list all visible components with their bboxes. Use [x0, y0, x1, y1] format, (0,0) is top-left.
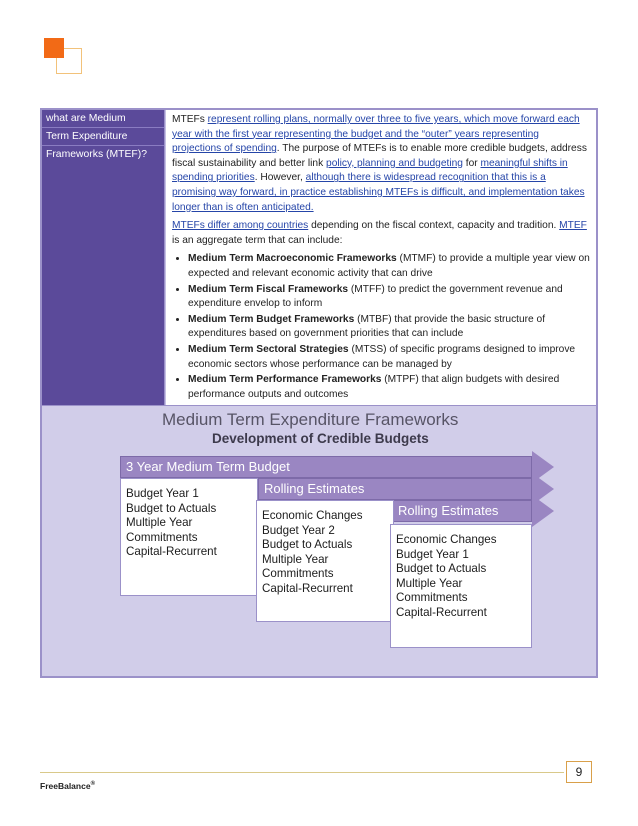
- list-item-text: (MTSS) of specific programs designed to improve economic sectors whose performance can be managed by: [188, 343, 576, 370]
- list-item-term: Medium Term Budget Frameworks: [188, 313, 355, 325]
- diagram-title: Medium Term Expenditure Frameworks: [162, 410, 459, 430]
- framework-list: [172, 252, 590, 402]
- page-number: 9: [566, 761, 592, 783]
- budget-year-1-box: [120, 478, 258, 596]
- paragraph-2: [172, 219, 590, 248]
- arrow-rolling-estimates-2-label: Rolling Estimates: [398, 503, 499, 519]
- text-span: depending on the fiscal context, capacity and tradition.: [308, 220, 560, 232]
- list-item-term: Medium Term Macroeconomic Frameworks: [188, 253, 397, 265]
- question-label-line: Frameworks (MTEF)?: [46, 149, 148, 160]
- box-item: Commitments: [396, 591, 468, 605]
- list-item: [188, 252, 590, 281]
- text-span: . However,: [254, 172, 306, 184]
- question-label-cell: [42, 110, 165, 405]
- registered-mark: ®: [90, 781, 95, 788]
- list-item-text: (MTBF) that provide the basic structure of expenditures based on government priorities that can include: [188, 313, 546, 340]
- link-rolling-plans[interactable]: represent rolling plans, normally over three to five years, which move forward each year with the first year representing the budget and the “outer” years representing projections of spending: [172, 114, 580, 155]
- list-item-term: Medium Term Fiscal Frameworks: [188, 283, 349, 295]
- box-item: Multiple Year: [126, 516, 193, 530]
- box-item: Budget Year 1: [126, 487, 199, 501]
- list-item-term: Medium Term Performance Frameworks: [188, 374, 382, 386]
- arrow-3-year-budget-label: 3 Year Medium Term Budget: [126, 459, 290, 475]
- box-item: Economic Changes: [396, 533, 497, 547]
- mtef-diagram: [42, 405, 596, 676]
- box-item: Budget to Actuals: [262, 538, 353, 552]
- link-spending-priorities[interactable]: meaningful shifts in spending priorities: [172, 157, 568, 184]
- box-item: Economic Changes: [262, 509, 363, 523]
- box-item: Budget Year 2: [262, 523, 335, 537]
- link-mtef[interactable]: MTEF: [559, 220, 587, 232]
- footer-divider: [40, 772, 564, 773]
- footer-brand: [40, 781, 95, 791]
- list-item: [188, 283, 590, 312]
- diagram-subtitle: Development of Credible Budgets: [212, 431, 429, 447]
- text-span: . The purpose of MTEFs is to enable more credible budgets, address fiscal sustainability and better link: [172, 143, 587, 169]
- list-item-text: (MTFF) to predict the government revenue and expenditure envelop to inform: [188, 283, 563, 310]
- brand-name: FreeBalance: [40, 781, 91, 791]
- box-item: Budget to Actuals: [126, 501, 217, 515]
- box-item: Capital-Recurrent: [396, 605, 487, 619]
- list-item: [188, 373, 590, 402]
- link-policy-planning-budgeting[interactable]: policy, planning and budgeting: [326, 157, 463, 169]
- box-item: Capital-Recurrent: [126, 545, 217, 559]
- definition-cell: [165, 110, 596, 405]
- link-widespread-recognition[interactable]: although there is widespread recognition that this is a promising way forward, in practice establishing MTEFs is difficult, and implementation takes longer than is often anticipated.: [172, 172, 585, 213]
- box-item: Commitments: [262, 567, 334, 581]
- text-span: for: [462, 157, 481, 169]
- question-label-line: what are Medium: [42, 110, 164, 128]
- mtef-definition-row: [42, 110, 596, 405]
- arrow-rolling-estimates-1-label: Rolling Estimates: [264, 481, 365, 497]
- box-item: Capital-Recurrent: [262, 581, 353, 595]
- box-item: Multiple Year: [262, 552, 329, 566]
- box-item: Budget to Actuals: [396, 562, 487, 576]
- box-item: Budget Year 1: [396, 547, 469, 561]
- list-item-text: (MTPF) that align budgets with desired performance outputs and outcomes: [188, 374, 560, 400]
- list-item: [188, 313, 590, 342]
- rolling-estimates-box: [390, 524, 532, 648]
- paragraph-1: [172, 113, 590, 215]
- content-table: [40, 108, 598, 678]
- list-item-term: Medium Term Sectoral Strategies: [188, 343, 349, 355]
- text-span: MTEFs: [172, 114, 208, 125]
- logo-orange-square: [44, 38, 64, 58]
- arrow-tip: [532, 495, 554, 527]
- box-item: Commitments: [126, 530, 198, 544]
- list-item-text: (MTMF) to provide a multiple year view on expected and relevant economic activity that can drive: [188, 253, 590, 279]
- link-mtefs-differ[interactable]: MTEFs differ among countries: [172, 220, 309, 232]
- logo-mark: [44, 38, 84, 78]
- list-item: [188, 343, 590, 372]
- budget-year-2-box: [256, 500, 394, 622]
- box-item: Multiple Year: [396, 576, 463, 590]
- text-span: is an aggregate term that can include:: [172, 234, 343, 246]
- question-label-line: Term Expenditure: [42, 128, 164, 146]
